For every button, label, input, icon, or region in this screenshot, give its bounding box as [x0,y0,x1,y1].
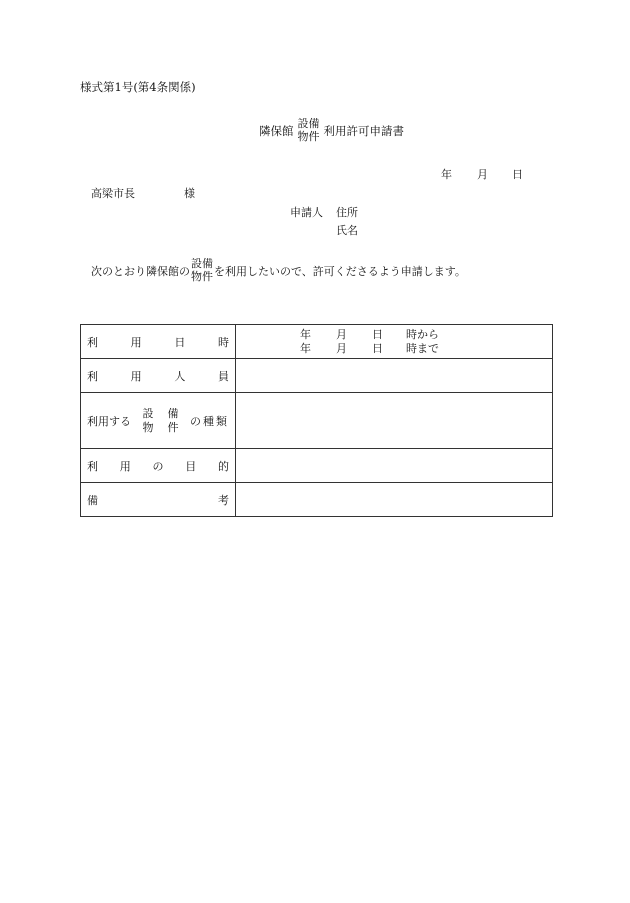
body-text [91,258,466,284]
from-day: 日 [372,327,383,341]
value-usage-headcount[interactable] [236,359,553,393]
label-char: 利 [87,335,98,349]
row-usage-datetime [81,325,553,359]
applicant-name-label: 氏名 [336,224,358,237]
form-number: 様式第1号(第4条関係) [80,80,196,94]
label-char: 件 [167,420,179,434]
from-hour: 時から [406,327,439,341]
label-prefix: 利用する [87,414,131,428]
label-char: 利 [87,459,98,473]
label-remarks [81,483,236,517]
application-table [80,324,553,517]
applicant-label: 申請人 [290,206,323,219]
label-stack [143,407,179,435]
label-char: 用 [130,369,142,383]
row-remarks [81,483,553,517]
label-char: の [152,459,164,473]
date-month: 月 [477,168,488,181]
label-char: 物 [142,420,154,434]
label-char: 備 [87,493,98,507]
applicant-address-label: 住所 [336,206,358,219]
label-usage-datetime [81,325,236,359]
to-day: 日 [372,341,383,355]
to-hour: 時まで [406,341,439,355]
label-char: 設 [142,406,154,420]
body-stack [191,258,213,283]
label-char: 日 [174,335,186,349]
addressee-name: 高梁市長 [91,187,135,200]
title-stack-top: 設備 [297,117,320,131]
label-suffix: の種類 [190,414,229,428]
value-remarks[interactable] [236,483,553,517]
body-prefix: 次のとおり隣保館の [91,265,190,278]
to-month: 月 [336,341,347,355]
label-char: 用 [130,335,142,349]
date-year: 年 [441,168,452,181]
label-char: 利 [87,369,98,383]
from-year: 年 [300,327,311,341]
body-suffix: を利用したいので、許可くださるよう申請します。 [214,265,466,278]
date-day: 日 [512,168,523,181]
label-char: 的 [218,459,229,473]
datetime-to [300,342,552,356]
label-usage-purpose [81,449,236,483]
label-facility-type [81,393,236,449]
title-suffix: 利用許可申請書 [323,124,404,138]
row-usage-purpose [81,449,553,483]
label-char: 員 [217,369,229,383]
label-usage-headcount [81,359,236,393]
title-stack-bottom: 物件 [297,130,320,143]
to-year: 年 [300,341,311,355]
body-stack-top: 設備 [191,257,213,271]
label-char: 考 [218,493,229,507]
from-month: 月 [336,327,347,341]
label-char: 目 [185,459,197,473]
row-usage-headcount [81,359,553,393]
label-char: 備 [167,406,179,420]
title-stack [298,118,320,143]
body-stack-bottom: 物件 [191,270,213,283]
label-char: 人 [174,369,186,383]
document-title [259,118,404,144]
addressee-honorific: 様 [184,187,195,200]
value-usage-purpose[interactable] [236,449,553,483]
value-facility-type[interactable] [236,393,553,449]
datetime-from [300,328,552,342]
row-facility-type [81,393,553,449]
title-prefix: 隣保館 [259,124,294,138]
label-char: 時 [217,335,229,349]
value-usage-datetime[interactable] [236,325,553,359]
label-char: 用 [119,459,131,473]
